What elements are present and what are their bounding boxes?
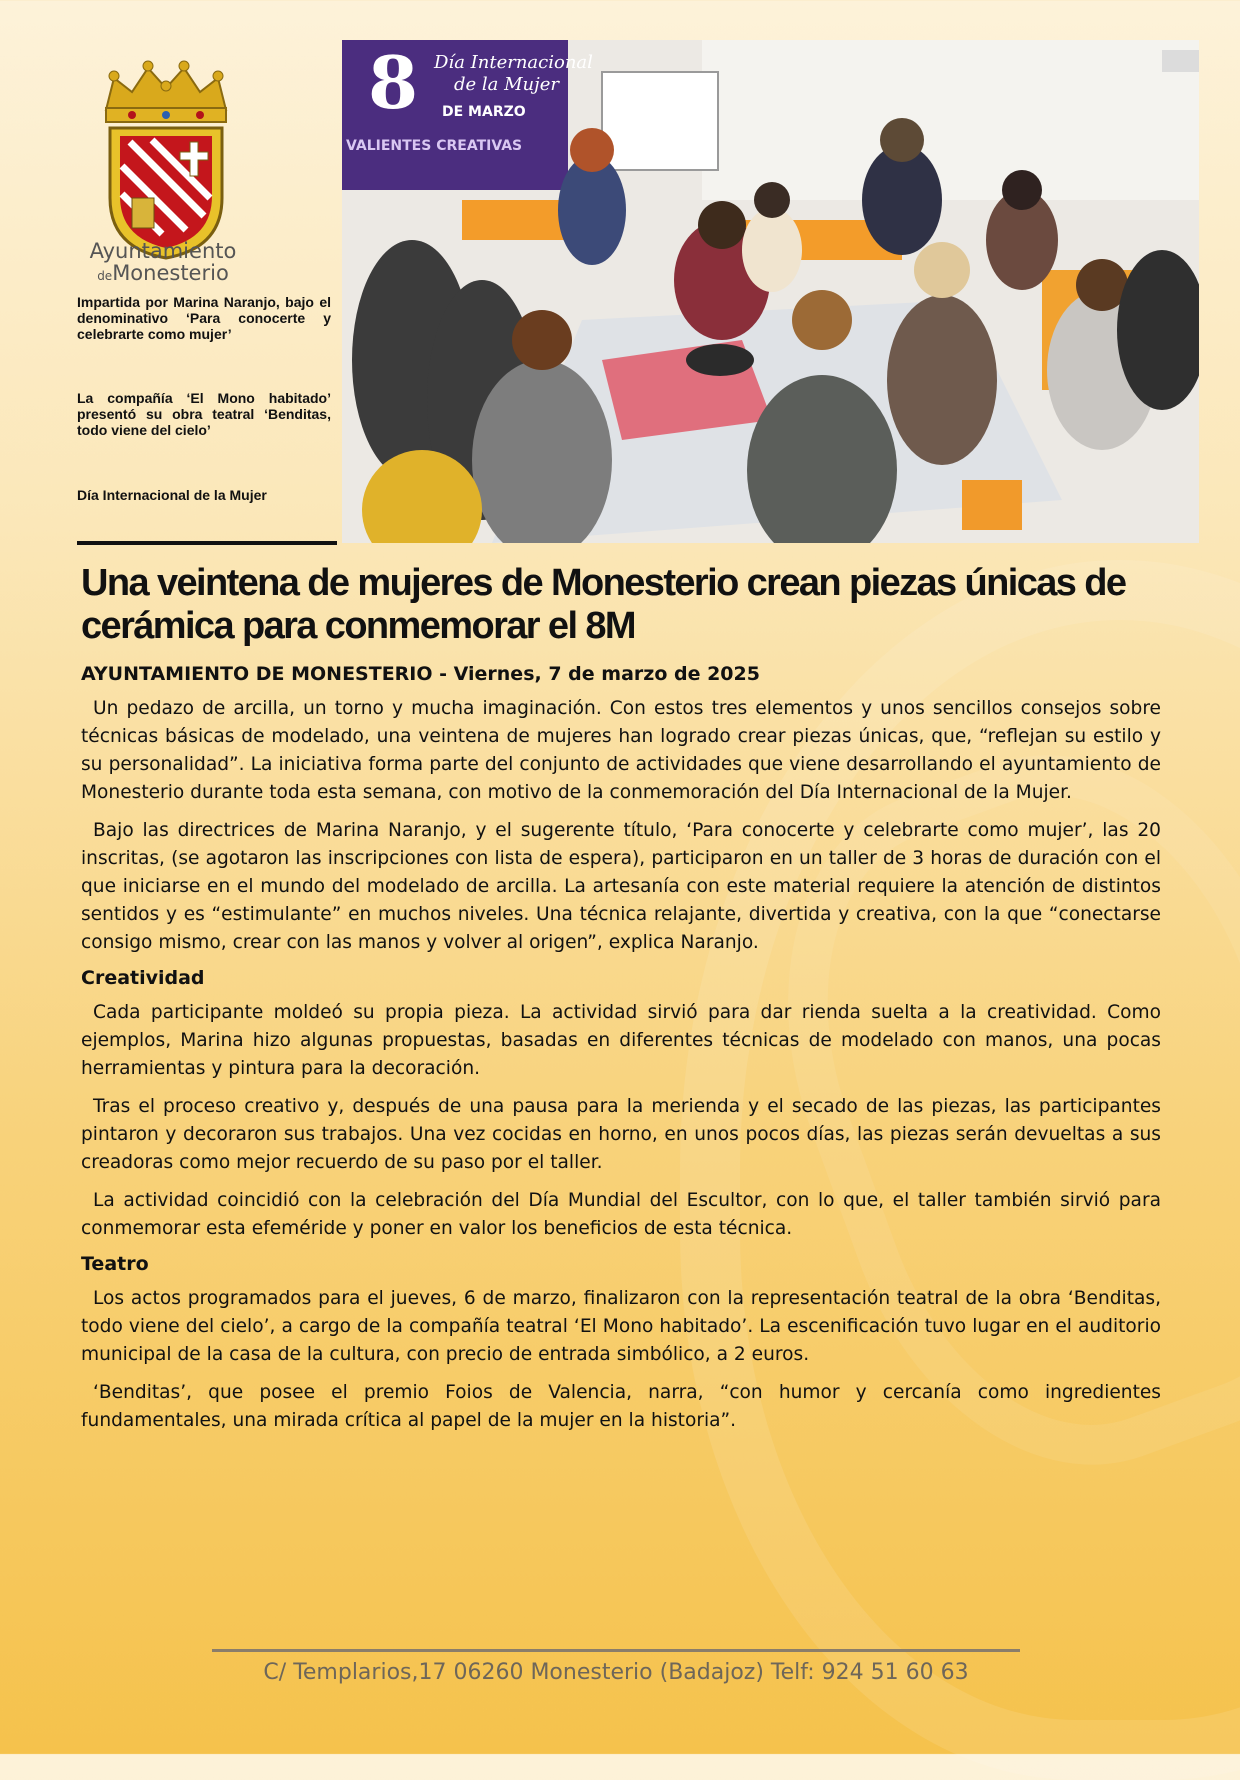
footer-address: C/ Templarios,17 06260 Monesterio (Badajoz) Telf: 924 51 60 63 — [263, 1660, 969, 1685]
logo-line-2 — [78, 262, 248, 284]
banner-line-3: DE MARZO — [442, 104, 526, 120]
logo-line-2-text: Monesterio — [112, 261, 229, 286]
sidebar-note: Impartida por Marina Naranjo, bajo el denominativo ‘Para conocerte y celebrarte como mujer’ — [77, 294, 331, 343]
section-heading: Creatividad — [81, 967, 205, 990]
logo-line-1: Ayuntamiento — [89, 239, 237, 263]
sidebar-divider — [77, 541, 337, 545]
article-paragraph: Los actos programados para el jueves, 6 de marzo, finalizaron con la representación teatral de la obra ‘Benditas, todo viene del cielo’, a cargo de la compañía teatral ‘El Mono habitado’. La escenificación tuvo lugar en el auditorio municipal de la casa de la cultura, con precio de entrada simbólico, a 2 euros. — [81, 1288, 1161, 1366]
article-byline: AYUNTAMIENTO DE MONESTERIO - Viernes, 7 de marzo de 2025 — [81, 663, 760, 686]
banner-line-2: de la Mujer — [454, 74, 559, 95]
article-paragraph: La actividad coincidió con la celebración del Día Mundial del Escultor, con lo que, el taller también sirvió para conmemorar esta efeméride y poner en valor los beneficios de esta técnica. — [81, 1190, 1161, 1240]
footer-divider — [212, 1649, 1020, 1652]
article-paragraph: Un pedazo de arcilla, un torno y mucha imaginación. Con estos tres elementos y unos sencillos consejos sobre técnicas básicas de modelado, una veintena de mujeres han logrado crear piezas únicas, que, “reflejan su estilo y su personalidad”. La iniciativa forma parte del conjunto de actividades que viene desarrollando el ayuntamiento de Monesterio durante toda esta semana, con motivo de la conmemoración del Día Internacional de la Mujer. — [81, 698, 1161, 804]
article — [81, 562, 1161, 1445]
article-paragraph: Bajo las directrices de Marina Naranjo, y el sugerente título, ‘Para conocerte y celebrarte como mujer’, las 20 inscritas, (se agotaron las inscripciones con lista de espera), participaron en un taller de 3 horas de duración con el que iniciarse en el mundo del modelado de arcilla. La artesanía con este material requiere la atención de distintos sentidos y es “estimulante” en muchos niveles. Una técnica relajante, divertida y creativa, con la que “conectarse consigo mismo, crear con las manos y volver al origen”, explica Naranjo. — [81, 820, 1161, 954]
article-title: Una veintena de mujeres de Monesterio crean piezas únicas de cerámica para conmemorar el 8M — [81, 562, 1126, 647]
crown-icon — [106, 61, 226, 122]
logo-wordmark — [78, 240, 248, 284]
workshop-photo — [342, 40, 1199, 543]
article-paragraph: Tras el proceso creativo y, después de una pausa para la merienda y el secado de las piezas, las participantes pintaron y decoraron sus trabajos. Una vez cocidas en horno, en unos pocos días, las piezas serán devueltas a sus creadoras como mejor recuerdo de su paso por el taller. — [81, 1096, 1161, 1174]
article-paragraph: ‘Benditas’, que posee el premio Foios de Valencia, narra, “con humor y cercanía como ingredientes fundamentales, una mirada crítica al papel de la mujer en la historia”. — [81, 1382, 1161, 1432]
banner-line-1: Día Internacional — [434, 52, 593, 73]
sidebar-note: Día Internacional de la Mujer — [77, 486, 267, 503]
banner-number: 8 — [368, 40, 419, 125]
banner-side: VALIENTES CREATIVAS — [346, 138, 523, 154]
logo-line-2-prefix: de — [97, 269, 113, 284]
article-paragraph: Cada participante moldeó su propia pieza. La actividad sirvió para dar rienda suelta a la creatividad. Como ejemplos, Marina hizo algunas propuestas, basadas en diferentes técnicas de modelado con manos, una pocas herramientas y pintura para la decoración. — [81, 1002, 1161, 1080]
section-heading: Teatro — [81, 1253, 149, 1276]
sidebar-notes — [77, 294, 331, 551]
sidebar-note: La compañía ‘El Mono habitado’ presentó su obra teatral ‘Benditas, todo viene del cielo’ — [77, 390, 331, 439]
